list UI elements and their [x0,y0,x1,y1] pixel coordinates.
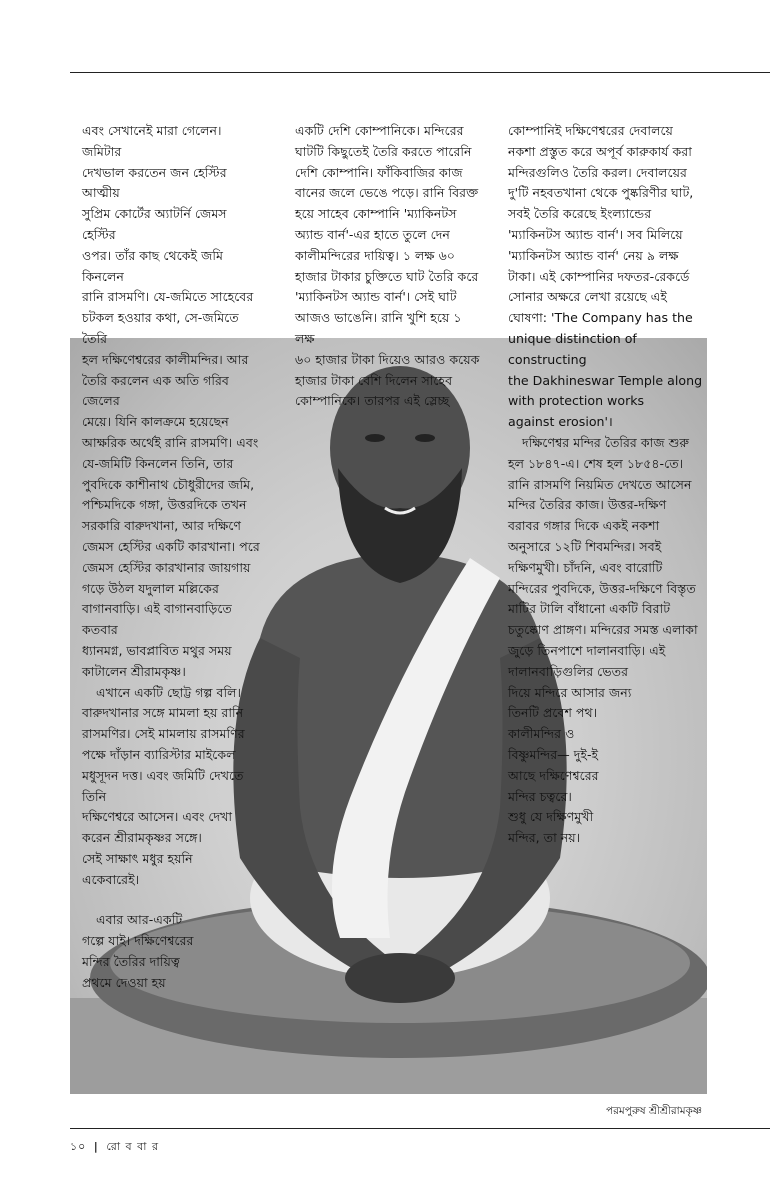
page-folio [70,1138,159,1157]
article-paragraph: কোম্পানিই দক্ষিণেশ্বরের দেবালয়ে নকশা প্রস্তুত করে অপূর্ব কারুকার্য করা মন্দিরগুলিও তৈরি করল। দেবালয়ের দু'টি নহবতখানা থেকে পুষ্করিণীর ঘাট, সবই তৈরি করেছে ইংল্যান্ডের 'ম্যাকিনটস অ্যান্ড বার্ন'। সব মিলিয়ে 'ম্যাকিনটস অ্যান্ড বার্ন' নেয় ৯ লক্ষ টাকা। এই কোম্পানির দফতর-রেকর্ডে সোনার অক্ষরে লেখা রয়েছে এই ঘোষণা: 'The Company has the unique distinction of constructing the Dakhineswar Temple along with protection works against erosion'। [508,123,703,430]
page-number: ১০ [70,1140,87,1153]
article-column-1 [82,121,260,994]
article-column-2 [295,121,485,412]
article-paragraph: একটি দেশি কোম্পানিকে। মন্দিরের ঘাটটি কিছুতেই তৈরি করতে পারেনি দেশি কোম্পানি। ফাঁকিবাজির কাজ বানের জলে ভেঙে পড়ে। রানি বিরক্ত হয়ে সাহেব কোম্পানি 'ম্যাকিনটস অ্যান্ড বার্ন'-এর হাতে তুলে দেন কালীমন্দিরের দায়িত্ব। ১ লক্ষ ৬০ হাজার টাকার চুক্তিতে ঘাট তৈরি করে 'ম্যাকিনটস অ্যান্ড বার্ন'। সেই ঘাট আজও ভাঙেনি। রানি খুশি হয়ে ১ লক্ষ ৬০ হাজার টাকা দিয়েও আরও কয়েক হাজার টাকা বেশি দিলেন সাহেব কোম্পানিকে। তারপর এই স্লেচ্ছ [295,123,480,409]
photo-caption: পরমপুরুষ শ্রীশ্রীরামকৃষ্ণ [605,1105,702,1117]
article-paragraph: এবার আর-একটি গল্পে যাই। দক্ষিণেশ্বরের মন্দির তৈরির দায়িত্ব প্রথমে দেওয়া হয় [82,912,194,990]
article-paragraph: দক্ষিণেশ্বর মন্দির তৈরির কাজ শুরু হল ১৮৪৭-এ। শেষ হল ১৮৫৪-তে। রানি রাসমণি নিয়মিত দেখতে আসেন মন্দির তৈরির কাজ। উত্তর-দক্ষিণ বরাবর গঙ্গার দিকে একই নকশা অনুসারে ১২টি শিবমন্দির। সবই দক্ষিণমুখী। চাঁদনি, এবং বারোটি মন্দিরের পুবদিকে, উত্তর-দক্ষিণে বিস্তৃত মাটির টালি বাঁধানো একটি বিরাট চতুষ্কোণ প্রাঙ্গণ। মন্দিরের সমস্ত এলাকা জুড়ে তিনপাশে দালানবাড়ি। এই দালানবাড়িগুলির ভেতর দিয়ে মন্দিরে আসার জন্য তিনটি প্রবেশ পথ। কালীমন্দির ও বিষ্ণুমন্দির— দুই-ই আছে দক্ষিণেশ্বরের মন্দির চত্বরে। শুধু যে দক্ষিণমুখী মন্দির, তা নয়। [508,434,698,846]
bottom-rule [70,1128,770,1129]
article-paragraph: এখানে একটি ছোট্ট গল্প বলি। বারুদখানার সঙ্গে মামলা হয় রানি রাসমণির। সেই মামলায় রাসমণির পক্ষে দাঁড়ান ব্যারিস্টার মাইকেল মধুসূদন দত্ত। এবং জমিটি দেখতে তিনি দক্ষিণেশ্বরে আসেন। এবং দেখা করেন শ্রীরামকৃষ্ণর সঙ্গে। সেই সাক্ষাৎ মধুর হয়নি একেবারেই। [82,684,245,887]
top-rule [70,72,770,73]
article-paragraph: এবং সেখানেই মারা গেলেন। জমিটার দেখভাল করতেন জন হেস্টির আত্মীয় সুপ্রিম কোর্টের অ্যাটর্নি জেমস হেস্টির ওপর। তাঁর কাছ থেকেই জমি কিনলেন রানি রাসমণি। যে-জমিতে সাহেবের চটকল হওয়ার কথা, সে-জমিতে তৈরি হল দক্ষিণেশ্বরের কালীমন্দির। আর তৈরি করলেন এক অতি গরিব জেলের মেয়ে। যিনি কালক্রমে হয়েছেন আক্ষরিক অর্থেই রানি রাসমণি। এবং যে-জমিটি কিনলেন তিনি, তার পুবদিকে কাশীনাথ চৌধুরীদের জমি, পশ্চিমদিকে গঙ্গা, উত্তরদিকে তখন সরকারি বারুদখানা, আর দক্ষিণে জেমস হেস্টির একটি কারখানা। পরে জেমস হেস্টির কারখানার জায়গায় গড়ে উঠল যদুলাল মল্লিকের বাগানবাড়ি। এই বাগানবাড়িতে কতবার ধ্যানমগ্ন, ভাবপ্লাবিত মথুর সময় কাটালেন শ্রীরামকৃষ্ণ। [82,123,260,679]
article-column-3 [508,121,703,849]
folio-separator: | [93,1140,99,1153]
section-name: রো ব বা র [106,1140,160,1153]
